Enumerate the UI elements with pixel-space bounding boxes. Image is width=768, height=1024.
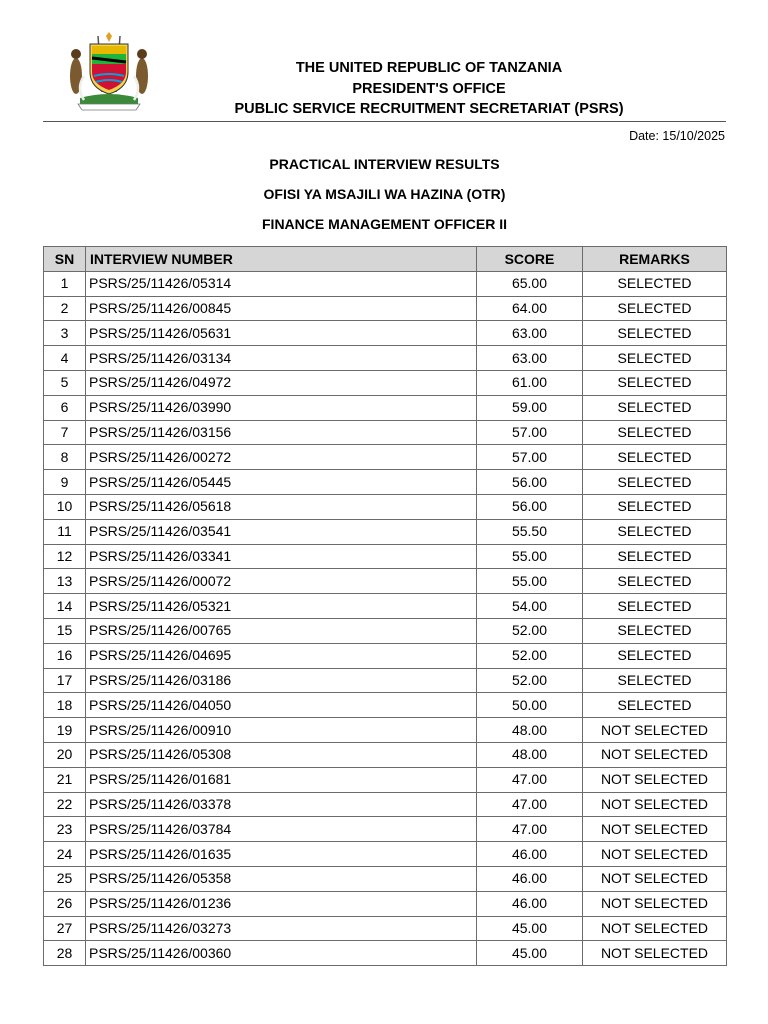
cell-sn: 13: [44, 569, 86, 594]
cell-score: 52.00: [477, 668, 583, 693]
cell-score: 47.00: [477, 767, 583, 792]
cell-score: 56.00: [477, 494, 583, 519]
table-header-row: [44, 247, 727, 272]
country-name: THE UNITED REPUBLIC OF TANZANIA: [295, 60, 563, 76]
cell-interview-number: PSRS/25/11426/00272: [86, 445, 477, 470]
cell-sn: 2: [44, 296, 86, 321]
office-name: PRESIDENT'S OFFICE: [352, 80, 506, 97]
table-row: [44, 792, 727, 817]
cell-remarks: SELECTED: [583, 618, 727, 643]
cell-interview-number: PSRS/25/11426/05618: [86, 494, 477, 519]
table-row: [44, 321, 727, 346]
cell-score: 46.00: [477, 842, 583, 867]
cell-interview-number: PSRS/25/11426/00360: [86, 941, 477, 966]
cell-score: 48.00: [477, 718, 583, 743]
cell-interview-number: PSRS/25/11426/05631: [86, 321, 477, 346]
cell-sn: 3: [44, 321, 86, 346]
cell-score: 46.00: [477, 891, 583, 916]
table-row: [44, 817, 727, 842]
cell-remarks: SELECTED: [583, 519, 727, 544]
cell-remarks: NOT SELECTED: [583, 792, 727, 817]
cell-remarks: SELECTED: [583, 470, 727, 495]
document-header: [150, 58, 708, 120]
cell-remarks: SELECTED: [583, 346, 727, 371]
cell-sn: 27: [44, 916, 86, 941]
table-row: [44, 445, 727, 470]
cell-interview-number: PSRS/25/11426/03990: [86, 395, 477, 420]
cell-interview-number: PSRS/25/11426/00765: [86, 618, 477, 643]
cell-score: 54.00: [477, 594, 583, 619]
cell-interview-number: PSRS/25/11426/03156: [86, 420, 477, 445]
cell-interview-number: PSRS/25/11426/05308: [86, 742, 477, 767]
cell-score: 55.00: [477, 569, 583, 594]
cell-sn: 16: [44, 643, 86, 668]
cell-sn: 21: [44, 767, 86, 792]
cell-sn: 1: [44, 271, 86, 296]
cell-interview-number: PSRS/25/11426/03541: [86, 519, 477, 544]
cell-remarks: SELECTED: [583, 420, 727, 445]
cell-score: 63.00: [477, 321, 583, 346]
cell-interview-number: PSRS/25/11426/03186: [86, 668, 477, 693]
cell-interview-number: PSRS/25/11426/01681: [86, 767, 477, 792]
cell-sn: 6: [44, 395, 86, 420]
cell-sn: 24: [44, 842, 86, 867]
cell-sn: 5: [44, 370, 86, 395]
table-row: [44, 296, 727, 321]
table-row: [44, 742, 727, 767]
cell-score: 47.00: [477, 792, 583, 817]
cell-remarks: SELECTED: [583, 494, 727, 519]
cell-remarks: NOT SELECTED: [583, 941, 727, 966]
cell-remarks: SELECTED: [583, 544, 727, 569]
header-remarks: REMARKS: [583, 247, 727, 272]
cell-interview-number: PSRS/25/11426/03341: [86, 544, 477, 569]
cell-score: 46.00: [477, 866, 583, 891]
cell-sn: 9: [44, 470, 86, 495]
table-row: [44, 668, 727, 693]
cell-remarks: SELECTED: [583, 594, 727, 619]
cell-score: 45.00: [477, 941, 583, 966]
results-title: PRACTICAL INTERVIEW RESULTS: [269, 156, 500, 172]
cell-score: 52.00: [477, 643, 583, 668]
coat-of-arms-icon: [62, 32, 156, 112]
cell-sn: 10: [44, 494, 86, 519]
cell-interview-number: PSRS/25/11426/00072: [86, 569, 477, 594]
cell-sn: 22: [44, 792, 86, 817]
table-row: [44, 470, 727, 495]
position-title: FINANCE MANAGEMENT OFFICER II: [262, 216, 507, 232]
cell-score: 63.00: [477, 346, 583, 371]
cell-score: 55.00: [477, 544, 583, 569]
cell-sn: 18: [44, 693, 86, 718]
cell-remarks: SELECTED: [583, 445, 727, 470]
cell-remarks: NOT SELECTED: [583, 817, 727, 842]
cell-sn: 19: [44, 718, 86, 743]
table-row: [44, 370, 727, 395]
cell-interview-number: PSRS/25/11426/01236: [86, 891, 477, 916]
table-row: [44, 494, 727, 519]
cell-interview-number: PSRS/25/11426/04972: [86, 370, 477, 395]
table-row: [44, 346, 727, 371]
table-row: [44, 916, 727, 941]
cell-sn: 26: [44, 891, 86, 916]
cell-remarks: NOT SELECTED: [583, 891, 727, 916]
cell-remarks: SELECTED: [583, 693, 727, 718]
results-table: [43, 246, 727, 966]
header-score: SCORE: [477, 247, 583, 272]
cell-remarks: SELECTED: [583, 395, 727, 420]
cell-remarks: SELECTED: [583, 271, 727, 296]
cell-sn: 28: [44, 941, 86, 966]
cell-score: 48.00: [477, 742, 583, 767]
cell-remarks: NOT SELECTED: [583, 842, 727, 867]
cell-interview-number: PSRS/25/11426/03273: [86, 916, 477, 941]
cell-interview-number: PSRS/25/11426/03378: [86, 792, 477, 817]
table-row: [44, 420, 727, 445]
cell-remarks: NOT SELECTED: [583, 916, 727, 941]
cell-sn: 17: [44, 668, 86, 693]
secretariat-name: PUBLIC SERVICE RECRUITMENT SECRETARIAT (PSRS): [234, 101, 624, 117]
cell-sn: 12: [44, 544, 86, 569]
cell-interview-number: PSRS/25/11426/05321: [86, 594, 477, 619]
header-divider: [43, 121, 726, 122]
cell-remarks: SELECTED: [583, 296, 727, 321]
cell-sn: 25: [44, 866, 86, 891]
header-interview-number: INTERVIEW NUMBER: [86, 247, 477, 272]
cell-remarks: SELECTED: [583, 321, 727, 346]
table-row: [44, 718, 727, 743]
cell-sn: 11: [44, 519, 86, 544]
table-row: [44, 643, 727, 668]
cell-interview-number: PSRS/25/11426/05358: [86, 866, 477, 891]
table-row: [44, 941, 727, 966]
document-titles: [43, 154, 726, 244]
office-title: OFISI YA MSAJILI WA HAZINA (OTR): [263, 186, 506, 202]
cell-remarks: NOT SELECTED: [583, 767, 727, 792]
cell-sn: 4: [44, 346, 86, 371]
cell-score: 56.00: [477, 470, 583, 495]
table-row: [44, 891, 727, 916]
table-row: [44, 842, 727, 867]
table-row: [44, 866, 727, 891]
cell-remarks: SELECTED: [583, 569, 727, 594]
cell-interview-number: PSRS/25/11426/03134: [86, 346, 477, 371]
table-row: [44, 767, 727, 792]
cell-score: 65.00: [477, 271, 583, 296]
cell-sn: 8: [44, 445, 86, 470]
table-row: [44, 618, 727, 643]
cell-remarks: SELECTED: [583, 370, 727, 395]
cell-interview-number: PSRS/25/11426/01635: [86, 842, 477, 867]
cell-interview-number: PSRS/25/11426/05314: [86, 271, 477, 296]
cell-interview-number: PSRS/25/11426/00845: [86, 296, 477, 321]
table-row: [44, 544, 727, 569]
cell-remarks: SELECTED: [583, 643, 727, 668]
cell-interview-number: PSRS/25/11426/04050: [86, 693, 477, 718]
table-row: [44, 271, 727, 296]
table-row: [44, 569, 727, 594]
cell-score: 64.00: [477, 296, 583, 321]
table-row: [44, 594, 727, 619]
cell-interview-number: PSRS/25/11426/05445: [86, 470, 477, 495]
cell-score: 57.00: [477, 445, 583, 470]
cell-sn: 14: [44, 594, 86, 619]
document-date: Date: 15/10/2025: [629, 129, 725, 143]
cell-score: 52.00: [477, 618, 583, 643]
cell-score: 47.00: [477, 817, 583, 842]
cell-remarks: NOT SELECTED: [583, 866, 727, 891]
cell-score: 57.00: [477, 420, 583, 445]
cell-score: 55.50: [477, 519, 583, 544]
cell-interview-number: PSRS/25/11426/00910: [86, 718, 477, 743]
header-sn: SN: [44, 247, 86, 272]
cell-score: 59.00: [477, 395, 583, 420]
cell-interview-number: PSRS/25/11426/04695: [86, 643, 477, 668]
cell-sn: 15: [44, 618, 86, 643]
cell-sn: 20: [44, 742, 86, 767]
table-row: [44, 395, 727, 420]
cell-remarks: NOT SELECTED: [583, 718, 727, 743]
cell-score: 45.00: [477, 916, 583, 941]
cell-remarks: NOT SELECTED: [583, 742, 727, 767]
cell-score: 50.00: [477, 693, 583, 718]
table-row: [44, 519, 727, 544]
cell-remarks: SELECTED: [583, 668, 727, 693]
cell-sn: 23: [44, 817, 86, 842]
cell-interview-number: PSRS/25/11426/03784: [86, 817, 477, 842]
cell-score: 61.00: [477, 370, 583, 395]
cell-sn: 7: [44, 420, 86, 445]
table-row: [44, 693, 727, 718]
